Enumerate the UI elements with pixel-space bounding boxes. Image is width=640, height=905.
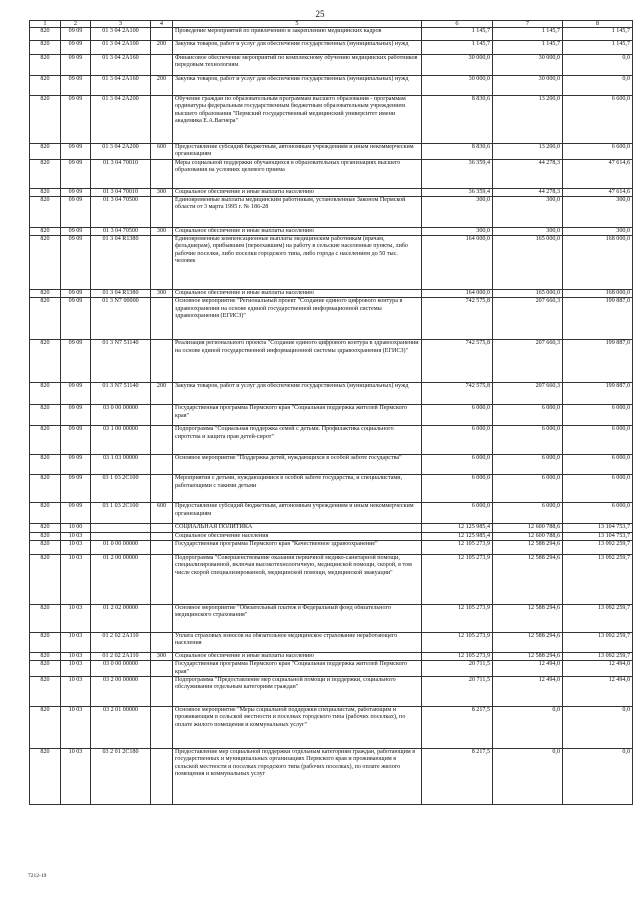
cell-name: Закупка товаров, работ и услуг для обеспечения государственных (муниципальных) нужд <box>173 41 422 55</box>
table-row <box>30 532 633 540</box>
cell-target-article: 01 3 04 2А100 <box>91 28 151 41</box>
cell-name: Подпрограмма "Совершенствование оказания первичной медико-санитарной помощи, специализированной, включая высокотехнологичную, медицинской помощи, скорой, в том числе скорой специализированной, медицинской помощи, медицинской эвакуации" <box>173 555 422 605</box>
cell-admin: 820 <box>30 455 61 475</box>
cell-admin: 820 <box>30 76 61 96</box>
table-row <box>30 426 633 455</box>
cell-section: 09 09 <box>61 28 91 41</box>
cell-section: 10 03 <box>61 748 91 804</box>
cell-target-article: 03 2 01 00000 <box>91 706 151 748</box>
cell-amount-year2: 6 000,0 <box>493 405 563 426</box>
cell-section: 09 09 <box>61 405 91 426</box>
cell-amount-year3: 199 887,0 <box>563 340 633 383</box>
cell-name: Социальное обеспечение и иные выплаты населению <box>173 188 422 196</box>
cell-name: Единовременные выплаты медицинским работникам, установленные Законом Пермской области от 3 марта 1995 г. № 186-28 <box>173 196 422 227</box>
cell-amount-year2: 1 145,7 <box>493 28 563 41</box>
cell-amount-year3: 13 104 753,7 <box>563 532 633 540</box>
cell-section: 09 09 <box>61 227 91 235</box>
header-cell: 8 <box>563 21 633 28</box>
cell-name: Государственная программа Пермского края "Социальная поддержка жителей Пермского края" <box>173 661 422 677</box>
cell-expense-type: 300 <box>151 290 173 298</box>
cell-amount-year2: 6 000,0 <box>493 455 563 475</box>
cell-section: 09 09 <box>61 340 91 383</box>
cell-amount-year2: 30 000,0 <box>493 76 563 96</box>
cell-name: Основное мероприятие "Поддержка детей, нуждающихся в особой заботе государства" <box>173 455 422 475</box>
cell-amount-year3: 168 000,0 <box>563 236 633 290</box>
cell-amount-year3: 300,0 <box>563 227 633 235</box>
cell-amount-year1: 742 575,8 <box>422 298 493 340</box>
cell-expense-type <box>151 55 173 76</box>
cell-expense-type <box>151 298 173 340</box>
cell-amount-year1: 6 000,0 <box>422 503 493 524</box>
cell-amount-year2: 12 588 294,6 <box>493 653 563 661</box>
cell-name: Социальное обеспечение населения <box>173 532 422 540</box>
cell-admin: 820 <box>30 227 61 235</box>
cell-section: 09 09 <box>61 96 91 144</box>
cell-admin: 820 <box>30 159 61 188</box>
cell-admin: 820 <box>30 196 61 227</box>
cell-admin: 820 <box>30 541 61 555</box>
header-cell: 1 <box>30 21 61 28</box>
cell-amount-year3: 13 092 259,7 <box>563 633 633 653</box>
cell-amount-year2: 6 000,0 <box>493 475 563 503</box>
cell-name: Подпрограмма "Социальная поддержка семей с детьми. Профилактика социального сиротства и защита прав детей-сирот" <box>173 426 422 455</box>
cell-amount-year2: 207 660,3 <box>493 298 563 340</box>
cell-section: 10 03 <box>61 633 91 653</box>
cell-amount-year2: 12 588 294,6 <box>493 605 563 633</box>
cell-expense-type: 300 <box>151 653 173 661</box>
table-row <box>30 96 633 144</box>
cell-admin: 820 <box>30 653 61 661</box>
cell-amount-year2: 12 494,0 <box>493 676 563 706</box>
cell-expense-type <box>151 633 173 653</box>
cell-amount-year3: 12 494,0 <box>563 676 633 706</box>
cell-amount-year1: 8 217,5 <box>422 706 493 748</box>
table-row <box>30 196 633 227</box>
cell-amount-year3: 199 887,0 <box>563 298 633 340</box>
cell-amount-year1: 12 125 985,4 <box>422 524 493 532</box>
cell-amount-year3: 6 600,0 <box>563 144 633 160</box>
table-row <box>30 524 633 532</box>
table-row <box>30 188 633 196</box>
cell-section: 09 09 <box>61 196 91 227</box>
cell-name: Предоставление мер социальной поддержки отдельным категориям граждан, работающим в государственных и муниципальных организациях Пермского края и проживающим в сельской местности и поселках городского типа (рабочих поселках), по оплате жилого помещения и коммунальных услуг <box>173 748 422 804</box>
cell-target-article: 01 3 N7 00000 <box>91 298 151 340</box>
cell-amount-year3: 0,0 <box>563 55 633 76</box>
cell-amount-year1: 30 000,0 <box>422 76 493 96</box>
cell-section: 09 09 <box>61 159 91 188</box>
cell-admin: 820 <box>30 748 61 804</box>
cell-section: 09 09 <box>61 188 91 196</box>
cell-admin: 820 <box>30 55 61 76</box>
table-row <box>30 605 633 633</box>
cell-expense-type <box>151 555 173 605</box>
cell-target-article: 01 3 04 2А160 <box>91 55 151 76</box>
cell-amount-year1: 6 000,0 <box>422 475 493 503</box>
cell-section: 10 00 <box>61 524 91 532</box>
cell-amount-year3: 1 145,7 <box>563 41 633 55</box>
cell-section: 10 03 <box>61 676 91 706</box>
cell-amount-year3: 13 092 259,7 <box>563 541 633 555</box>
cell-name: Закупка товаров, работ и услуг для обеспечения государственных (муниципальных) нужд <box>173 76 422 96</box>
cell-target-article: 03 1 00 00000 <box>91 426 151 455</box>
cell-amount-year1: 300,0 <box>422 227 493 235</box>
table-row <box>30 28 633 41</box>
table-row <box>30 340 633 383</box>
cell-section: 09 09 <box>61 144 91 160</box>
cell-amount-year2: 13 200,0 <box>493 144 563 160</box>
header-cell: 7 <box>493 21 563 28</box>
cell-section: 10 03 <box>61 661 91 677</box>
cell-name: Проведение мероприятий по привлечению и закреплению медицинских кадров <box>173 28 422 41</box>
header-cell: 5 <box>173 21 422 28</box>
cell-amount-year1: 12 105 273,9 <box>422 541 493 555</box>
cell-admin: 820 <box>30 41 61 55</box>
cell-admin: 820 <box>30 340 61 383</box>
cell-section: 10 03 <box>61 555 91 605</box>
cell-amount-year1: 742 575,8 <box>422 340 493 383</box>
cell-name: Основное мероприятие "Обязательный платеж в Федеральный фонд обязательного медицинского страхования" <box>173 605 422 633</box>
cell-expense-type: 200 <box>151 76 173 96</box>
cell-admin: 820 <box>30 298 61 340</box>
cell-amount-year3: 47 614,6 <box>563 188 633 196</box>
cell-amount-year2: 300,0 <box>493 227 563 235</box>
cell-amount-year3: 12 494,0 <box>563 661 633 677</box>
cell-amount-year2: 12 600 788,6 <box>493 532 563 540</box>
header-row <box>30 21 633 28</box>
cell-amount-year3: 13 092 259,7 <box>563 653 633 661</box>
table-row <box>30 653 633 661</box>
cell-amount-year2: 0,0 <box>493 748 563 804</box>
table-row <box>30 55 633 76</box>
cell-amount-year3: 168 000,0 <box>563 290 633 298</box>
cell-name: Социальное обеспечение и иные выплаты населению <box>173 653 422 661</box>
page-number: 25 <box>315 9 325 19</box>
cell-amount-year2: 0,0 <box>493 706 563 748</box>
cell-admin: 820 <box>30 503 61 524</box>
cell-amount-year1: 12 105 273,9 <box>422 605 493 633</box>
cell-section: 10 03 <box>61 605 91 633</box>
cell-target-article: 01 0 00 00000 <box>91 541 151 555</box>
cell-amount-year2: 44 278,3 <box>493 188 563 196</box>
cell-amount-year2: 300,0 <box>493 196 563 227</box>
cell-target-article: 01 3 04 R1380 <box>91 290 151 298</box>
cell-target-article: 01 3 N7 51140 <box>91 340 151 383</box>
cell-amount-year2: 165 000,0 <box>493 236 563 290</box>
cell-amount-year2: 12 588 294,6 <box>493 555 563 605</box>
table-row <box>30 633 633 653</box>
cell-admin: 820 <box>30 661 61 677</box>
cell-target-article: 03 2 01 2С180 <box>91 748 151 804</box>
cell-target-article: 01 3 04 2А160 <box>91 76 151 96</box>
cell-expense-type <box>151 748 173 804</box>
cell-amount-year1: 164 000,0 <box>422 236 493 290</box>
cell-name: Закупка товаров, работ и услуг для обеспечения государственных (муниципальных) нужд <box>173 383 422 405</box>
cell-amount-year3: 0,0 <box>563 748 633 804</box>
cell-amount-year1: 6 000,0 <box>422 455 493 475</box>
cell-section: 10 03 <box>61 706 91 748</box>
cell-admin: 820 <box>30 532 61 540</box>
cell-target-article: 01 3 04 70010 <box>91 159 151 188</box>
cell-amount-year2: 165 000,0 <box>493 290 563 298</box>
cell-amount-year1: 12 105 273,9 <box>422 653 493 661</box>
cell-admin: 820 <box>30 144 61 160</box>
cell-amount-year1: 12 105 273,9 <box>422 555 493 605</box>
cell-name: СОЦИАЛЬНАЯ ПОЛИТИКА <box>173 524 422 532</box>
cell-section: 09 09 <box>61 475 91 503</box>
cell-expense-type: 600 <box>151 503 173 524</box>
cell-expense-type <box>151 475 173 503</box>
cell-amount-year1: 8 830,6 <box>422 144 493 160</box>
cell-name: Единовременные компенсационные выплаты медицинским работникам (врачам, фельдшерам), прибывшим (переехавшим) на работу в сельские населенные пункты, либо рабочие поселки, либо поселки городского типа, либо города с населением до 50 тыс. человек <box>173 236 422 290</box>
table-row <box>30 290 633 298</box>
table-row <box>30 676 633 706</box>
cell-section: 09 09 <box>61 455 91 475</box>
cell-admin: 820 <box>30 475 61 503</box>
cell-target-article: 01 3 04 70010 <box>91 188 151 196</box>
cell-amount-year2: 44 278,3 <box>493 159 563 188</box>
cell-amount-year1: 8 830,6 <box>422 96 493 144</box>
cell-name: Уплата страховых взносов на обязательное медицинское страхование неработающего населения <box>173 633 422 653</box>
cell-amount-year3: 6 000,0 <box>563 405 633 426</box>
cell-amount-year2: 12 494,0 <box>493 661 563 677</box>
cell-amount-year1: 300,0 <box>422 196 493 227</box>
cell-section: 10 03 <box>61 532 91 540</box>
cell-name: Социальное обеспечение и иные выплаты населению <box>173 227 422 235</box>
cell-target-article: 01 3 04 R1380 <box>91 236 151 290</box>
footer-code: 7212-19 <box>28 873 47 879</box>
cell-amount-year1: 164 000,0 <box>422 290 493 298</box>
table-row <box>30 144 633 160</box>
cell-target-article: 03 2 00 00000 <box>91 676 151 706</box>
cell-expense-type <box>151 96 173 144</box>
cell-target-article: 01 3 04 2А200 <box>91 96 151 144</box>
table-row <box>30 555 633 605</box>
cell-admin: 820 <box>30 633 61 653</box>
table-row <box>30 475 633 503</box>
cell-name: Основное мероприятие "Региональный проект "Создание единого цифрового контура в здравоохранении на основе единой государственной информационной системы здравоохранения (ЕГИСЗ)" <box>173 298 422 340</box>
cell-target-article: 01 3 04 70500 <box>91 196 151 227</box>
table-row <box>30 298 633 340</box>
cell-target-article: 01 3 04 2А100 <box>91 41 151 55</box>
cell-amount-year2: 12 588 294,6 <box>493 633 563 653</box>
cell-amount-year1: 1 145,7 <box>422 41 493 55</box>
cell-amount-year3: 47 614,6 <box>563 159 633 188</box>
cell-amount-year2: 207 660,3 <box>493 383 563 405</box>
cell-target-article: 01 2 02 2А110 <box>91 633 151 653</box>
cell-expense-type: 200 <box>151 383 173 405</box>
table-row <box>30 748 633 804</box>
table-row <box>30 503 633 524</box>
cell-amount-year1: 30 000,0 <box>422 55 493 76</box>
cell-amount-year1: 12 125 985,4 <box>422 532 493 540</box>
cell-section: 09 09 <box>61 76 91 96</box>
cell-amount-year1: 20 711,5 <box>422 676 493 706</box>
header-cell: 3 <box>91 21 151 28</box>
cell-target-article: 03 1 03 2С100 <box>91 503 151 524</box>
table-row <box>30 236 633 290</box>
cell-amount-year3: 13 092 259,7 <box>563 555 633 605</box>
cell-admin: 820 <box>30 236 61 290</box>
cell-section: 09 09 <box>61 383 91 405</box>
cell-amount-year2: 30 000,0 <box>493 55 563 76</box>
cell-amount-year1: 36 359,4 <box>422 188 493 196</box>
cell-target-article <box>91 532 151 540</box>
header-cell: 6 <box>422 21 493 28</box>
cell-amount-year3: 13 092 259,7 <box>563 605 633 633</box>
cell-expense-type <box>151 661 173 677</box>
cell-name: Реализация регионального проекта "Создание единого цифрового контура в здравоохранении на основе единой государственной информационной системы здравоохранения (ЕГИСЗ)" <box>173 340 422 383</box>
cell-expense-type <box>151 541 173 555</box>
cell-amount-year1: 6 000,0 <box>422 426 493 455</box>
cell-amount-year3: 0,0 <box>563 76 633 96</box>
cell-target-article: 01 2 02 00000 <box>91 605 151 633</box>
table-row <box>30 76 633 96</box>
cell-admin: 820 <box>30 426 61 455</box>
cell-name: Меры социальной поддержки обучающихся в образовательных организациях высшего образования на условиях целевого приема <box>173 159 422 188</box>
cell-name: Социальное обеспечение и иные выплаты населению <box>173 290 422 298</box>
cell-expense-type <box>151 706 173 748</box>
cell-admin: 820 <box>30 383 61 405</box>
table-row <box>30 661 633 677</box>
cell-name: Обучение граждан по образовательным программам высшего образования - программам ординатуры федеральным государственным бюджетным образовательным учреждением высшего образования "Пермский государственный медицинский университет имени академика Е.А.Вагнера" <box>173 96 422 144</box>
cell-amount-year2: 12 588 294,6 <box>493 541 563 555</box>
cell-expense-type <box>151 159 173 188</box>
cell-admin: 820 <box>30 405 61 426</box>
cell-target-article: 03 1 03 2С100 <box>91 475 151 503</box>
cell-name: Подпрограмма "Предоставление мер социальной помощи и поддержки, социального обслуживания отдельным категориям граждан" <box>173 676 422 706</box>
cell-amount-year1: 36 359,4 <box>422 159 493 188</box>
cell-amount-year2: 6 000,0 <box>493 426 563 455</box>
cell-name: Государственная программа Пермского края "Качественное здравоохранение" <box>173 541 422 555</box>
cell-target-article <box>91 524 151 532</box>
cell-expense-type <box>151 605 173 633</box>
cell-amount-year2: 12 600 788,6 <box>493 524 563 532</box>
cell-section: 09 09 <box>61 503 91 524</box>
cell-target-article: 03 0 00 00000 <box>91 405 151 426</box>
cell-amount-year2: 6 000,0 <box>493 503 563 524</box>
cell-amount-year2: 207 660,3 <box>493 340 563 383</box>
cell-amount-year3: 6 000,0 <box>563 455 633 475</box>
cell-name: Государственная программа Пермского края "Социальная поддержка жителей Пермского края" <box>173 405 422 426</box>
cell-amount-year3: 6 000,0 <box>563 503 633 524</box>
cell-amount-year1: 6 000,0 <box>422 405 493 426</box>
table-row <box>30 383 633 405</box>
budget-table <box>29 20 633 805</box>
table-row <box>30 706 633 748</box>
header-cell: 4 <box>151 21 173 28</box>
cell-target-article: 01 2 02 2А110 <box>91 653 151 661</box>
cell-amount-year1: 1 145,7 <box>422 28 493 41</box>
cell-expense-type <box>151 405 173 426</box>
cell-section: 09 09 <box>61 290 91 298</box>
cell-section: 09 09 <box>61 41 91 55</box>
cell-section: 09 09 <box>61 426 91 455</box>
cell-target-article: 03 0 00 00000 <box>91 661 151 677</box>
cell-target-article: 03 1 03 00000 <box>91 455 151 475</box>
cell-name: Основное мероприятие "Меры социальной поддержки специалистам, работающим и проживающим в сельской местности и поселках городского типа (рабочих поселках), по оплате жилого помещения и коммунальных услуг" <box>173 706 422 748</box>
cell-amount-year3: 13 104 753,7 <box>563 524 633 532</box>
cell-amount-year3: 6 000,0 <box>563 475 633 503</box>
cell-section: 09 09 <box>61 236 91 290</box>
header-cell: 2 <box>61 21 91 28</box>
cell-target-article: 01 3 04 70500 <box>91 227 151 235</box>
cell-expense-type <box>151 340 173 383</box>
cell-amount-year1: 742 575,8 <box>422 383 493 405</box>
table-row <box>30 541 633 555</box>
cell-name: Предоставление субсидий бюджетным, автономным учреждениям и иным некоммерческим организациям <box>173 503 422 524</box>
cell-expense-type: 300 <box>151 188 173 196</box>
cell-expense-type <box>151 676 173 706</box>
cell-amount-year3: 0,0 <box>563 706 633 748</box>
cell-admin: 820 <box>30 290 61 298</box>
cell-admin: 820 <box>30 605 61 633</box>
cell-admin: 820 <box>30 524 61 532</box>
cell-admin: 820 <box>30 706 61 748</box>
cell-name: Мероприятия с детьми, нуждающимися в особой заботе государства, и специалистами, работающими с такими детьми <box>173 475 422 503</box>
cell-name: Финансовое обеспечение мероприятий по комплексному обучению медицинских работников передовым технологиям <box>173 55 422 76</box>
cell-amount-year1: 8 217,5 <box>422 748 493 804</box>
cell-admin: 820 <box>30 96 61 144</box>
table-row <box>30 41 633 55</box>
table-row <box>30 455 633 475</box>
cell-expense-type <box>151 28 173 41</box>
cell-section: 10 03 <box>61 653 91 661</box>
table-row <box>30 227 633 235</box>
table-row <box>30 405 633 426</box>
cell-amount-year3: 199 887,0 <box>563 383 633 405</box>
cell-amount-year3: 300,0 <box>563 196 633 227</box>
cell-expense-type <box>151 426 173 455</box>
cell-target-article: 01 3 04 2А200 <box>91 144 151 160</box>
cell-target-article: 01 2 00 00000 <box>91 555 151 605</box>
cell-amount-year2: 13 200,0 <box>493 96 563 144</box>
cell-amount-year1: 20 711,5 <box>422 661 493 677</box>
cell-admin: 820 <box>30 676 61 706</box>
cell-target-article: 01 3 N7 51140 <box>91 383 151 405</box>
cell-name: Предоставление субсидий бюджетным, автономным учреждениям и иным некоммерческим организациям <box>173 144 422 160</box>
cell-section: 10 03 <box>61 541 91 555</box>
cell-expense-type: 300 <box>151 227 173 235</box>
cell-amount-year2: 1 145,7 <box>493 41 563 55</box>
cell-amount-year3: 6 000,0 <box>563 426 633 455</box>
cell-admin: 820 <box>30 555 61 605</box>
cell-expense-type <box>151 524 173 532</box>
cell-expense-type <box>151 455 173 475</box>
cell-section: 09 09 <box>61 298 91 340</box>
cell-admin: 820 <box>30 188 61 196</box>
cell-admin: 820 <box>30 28 61 41</box>
cell-expense-type: 200 <box>151 41 173 55</box>
table-row <box>30 159 633 188</box>
cell-expense-type: 600 <box>151 144 173 160</box>
cell-expense-type <box>151 196 173 227</box>
cell-amount-year3: 6 600,0 <box>563 96 633 144</box>
cell-section: 09 09 <box>61 55 91 76</box>
cell-amount-year3: 1 145,7 <box>563 28 633 41</box>
cell-expense-type <box>151 532 173 540</box>
cell-amount-year1: 12 105 273,9 <box>422 633 493 653</box>
cell-expense-type <box>151 236 173 290</box>
